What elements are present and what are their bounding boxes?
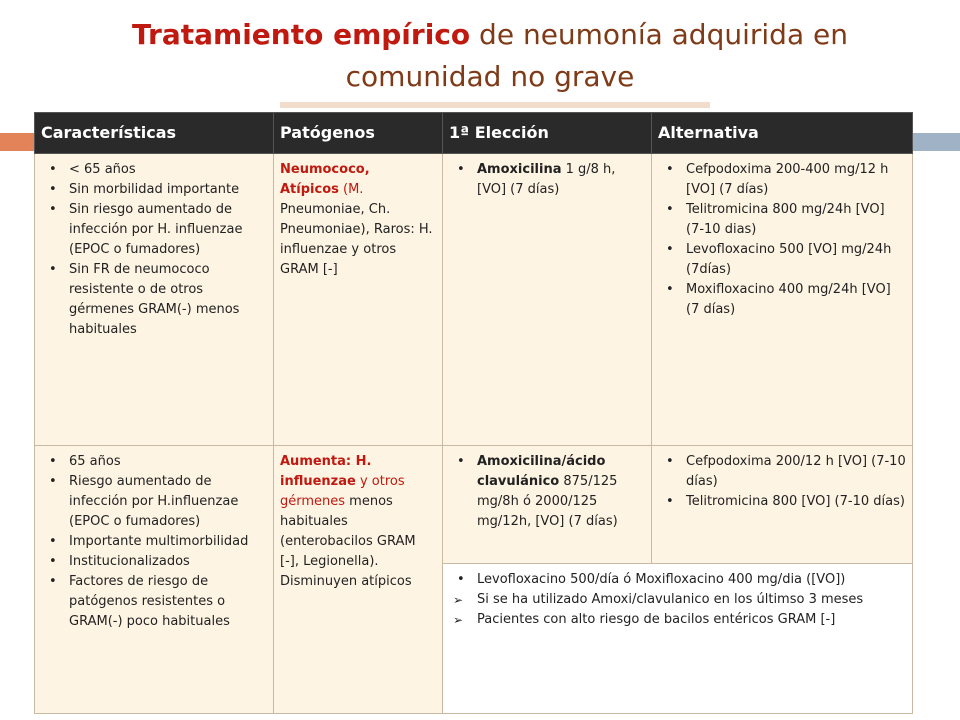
pathogen-text: gérmenes [280,494,346,509]
list-item: • Sin FR de neumococo resistente o de otros gérmenes GRAM(-) menos habituales [69,260,267,340]
list [449,160,645,200]
pathogen-text: ), Raros: H. influenzae y otros GRAM [-] [280,222,433,277]
drug-name: Amoxicilina/ácido clavulánico [477,454,606,489]
title-highlight: Tratamiento empírico [132,18,471,51]
list-item: • Telitromicina 800 [VO] (7-10 días) [686,492,906,512]
list-item: • Importante multimorbilidad [69,532,267,552]
page-title [60,14,920,98]
pathogen-text: , Ch. [360,202,391,217]
cell-patogenos [274,154,443,446]
pathogen-text: Atípicos [280,182,339,197]
title-rest: de neumonía adquirida en comunidad no grave [345,18,848,93]
list-item: ➢ Si se ha utilizado Amoxi/clavulanico en los últimso 3 meses [477,590,906,610]
list-item: • Telitromicina 800 mg/24h [VO] (7-10 dias) [686,200,906,240]
list-item: • Levofloxacino 500/día ó Moxifloxacino 400 mg/dia ([VO]) [477,570,906,590]
list-item: • < 65 años [69,160,267,180]
left-accent-bar [0,133,34,151]
list-item: • Sin morbilidad importante [69,180,267,200]
cell-caracteristicas [35,446,274,714]
header-caracteristicas: Características [35,113,274,154]
header-row [35,113,913,154]
list [658,452,906,512]
cell-eleccion [443,446,652,564]
cell-extra-alternativa [443,564,913,714]
pathogen-text: Pneumoniae [280,222,361,237]
cell-patogenos [274,446,443,714]
pathogen-text: menos habituales (enterobacilos GRAM [-], Legionella). Disminuyen atípicos [280,494,416,589]
list-item: • Sin riesgo aumentado de infección por H. influenzae (EPOC o fumadores) [69,200,267,260]
list-item: • Riesgo aumentado de infección por H.influenzae (EPOC o fumadores) [69,472,267,532]
drug-dose: 875/125 mg/8h ó 2000/125 mg/12h, [VO] (7 días) [477,474,618,529]
list [449,570,906,630]
drug-dose: 1 g/8 h, [VO] (7 días) [477,162,616,197]
pathogen-text: Neumococo, [280,162,370,177]
list [41,160,267,340]
subtitle-ghost [280,102,710,108]
header-eleccion: 1ª Elección [443,113,652,154]
list-item: • Levofloxacino 500 [VO] mg/24h (7días) [686,240,906,280]
right-accent-bar [912,133,960,151]
list [658,160,906,320]
list-item: • 65 años [69,452,267,472]
drug-name: Amoxicilina [477,162,562,177]
cell-alternativa [652,154,913,446]
cell-alternativa [652,446,913,564]
list-item [477,160,645,200]
header-alternativa: Alternativa [652,113,913,154]
cell-caracteristicas [35,154,274,446]
list-item: • Cefpodoxima 200-400 mg/12 h [VO] (7 días) [686,160,906,200]
cell-eleccion [443,154,652,446]
list [41,452,267,632]
list-item [477,452,645,532]
pathogen-text: Aumenta: H. influenzae [280,454,372,489]
table-row [35,154,913,446]
list-item: • Moxifloxacino 400 mg/24h [VO] (7 días) [686,280,906,320]
header-patogenos: Patógenos [274,113,443,154]
pathogen-text: y otros [355,474,405,489]
list-item: ➢ Pacientes con alto riesgo de bacilos entéricos GRAM [-] [477,610,906,630]
list-item: • Institucionalizados [69,552,267,572]
list-item: • Cefpodoxima 200/12 h [VO] (7-10 días) [686,452,906,492]
pathogen-text: Pneumoniae [280,202,361,217]
treatment-table [34,112,913,714]
list-item: • Factores de riesgo de patógenos resistentes o GRAM(-) poco habituales [69,572,267,632]
pathogen-text: (M. [338,182,364,197]
table-row [35,446,913,564]
list [449,452,645,532]
